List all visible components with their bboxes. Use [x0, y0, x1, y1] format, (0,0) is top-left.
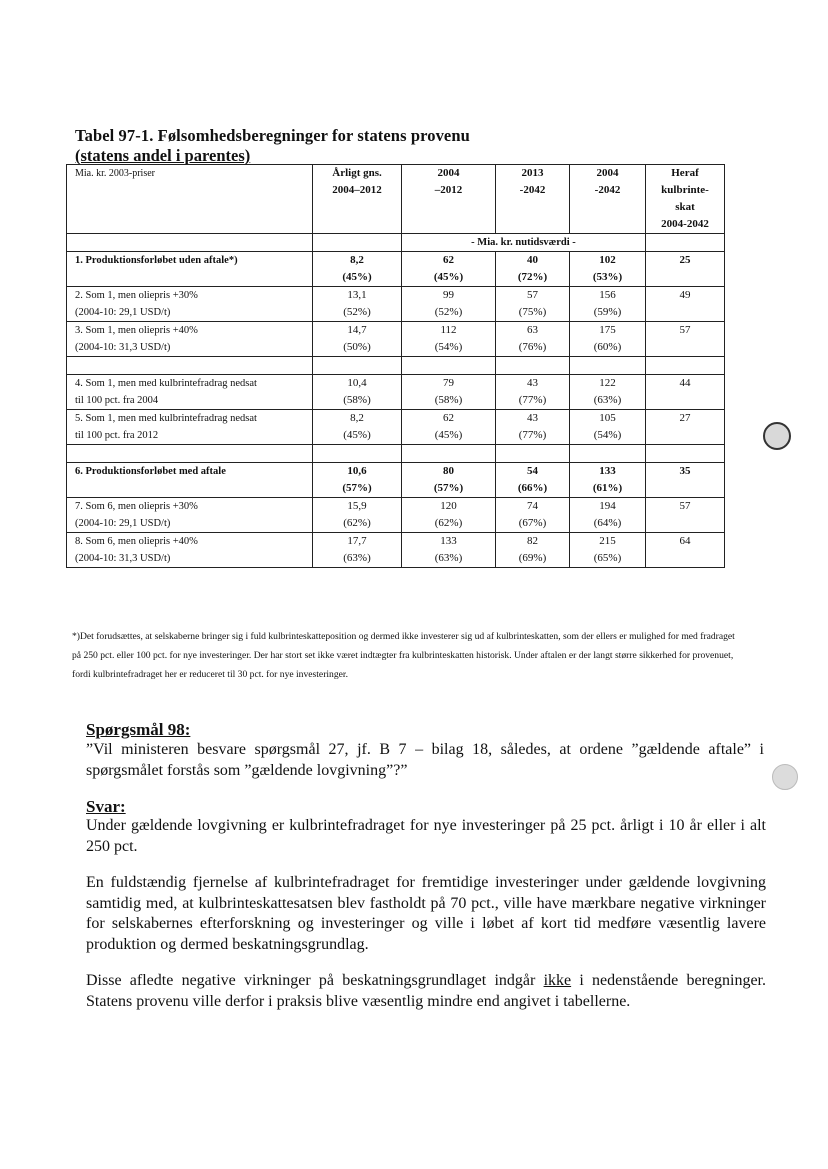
table-title: Tabel 97-1. Følsomhedsberegninger for statens provenu — [75, 126, 470, 145]
row-label — [67, 252, 313, 287]
state-share: (58%) — [434, 394, 463, 406]
header-text: skat — [675, 201, 695, 213]
state-share: (77%) — [518, 429, 547, 441]
state-share: (52%) — [343, 306, 371, 318]
value: 105 — [599, 412, 616, 424]
value-cell — [496, 252, 570, 287]
row-label — [67, 498, 313, 533]
state-share — [646, 480, 724, 497]
state-share — [646, 550, 724, 567]
header-text: 2004–2012 — [332, 184, 382, 196]
state-share: (45%) — [433, 271, 464, 283]
row-label — [67, 287, 313, 322]
header-text: Årligt gns. — [332, 167, 382, 179]
row-label-line: til 100 pct. fra 2004 — [75, 395, 159, 406]
value: 44 — [679, 377, 691, 389]
row-label-line: (2004-10: 29,1 USD/t) — [75, 307, 171, 318]
spacer-cell — [646, 445, 725, 463]
value-cell — [496, 287, 570, 322]
value: 15,9 — [347, 500, 367, 512]
unit-label: - Mia. kr. nutidsværdi - — [402, 234, 646, 252]
value: 57 — [679, 324, 691, 336]
table-row — [67, 287, 725, 322]
value: 82 — [527, 535, 538, 547]
state-share: (76%) — [518, 341, 547, 353]
value: 74 — [527, 500, 538, 512]
answer-text: i nedenstående beregninger. Statens provenu ville derfor i praksis blive væsentlig mindre end angivet i tabellerne. — [86, 972, 766, 1010]
header-row — [67, 165, 725, 234]
answer-heading: Svar: — [86, 797, 126, 816]
table-row — [67, 322, 725, 357]
value-cell — [570, 410, 646, 445]
value-cell — [496, 322, 570, 357]
state-share: (54%) — [593, 429, 622, 441]
state-share: (61%) — [592, 482, 623, 494]
value-cell — [646, 498, 725, 533]
state-share: (45%) — [342, 271, 372, 283]
answer-paragraph-1: Under gældende lovgivning er kulbrintefradraget for nye investeringer på 25 pct. årligt i 10 år eller i alt 250 pct. — [86, 817, 766, 855]
emphasis-ikke: ikke — [543, 972, 572, 989]
value-cell — [496, 533, 570, 568]
state-share: (77%) — [518, 394, 547, 406]
answer-paragraph-3 — [86, 971, 766, 1012]
unit-row — [67, 234, 725, 252]
row-label-line: 7. Som 6, men oliepris +30% — [75, 501, 198, 512]
header-text: Heraf — [671, 167, 699, 179]
spacer-cell — [496, 357, 570, 375]
value-cell — [570, 533, 646, 568]
header-text: 2013 — [521, 167, 544, 179]
spacer-cell — [313, 445, 402, 463]
row-label-line: 2. Som 1, men oliepris +30% — [75, 290, 198, 301]
spacer-cell — [67, 357, 313, 375]
value: 10,6 — [347, 465, 367, 477]
table-subtitle: (statens andel i parentes) — [75, 146, 251, 165]
value: 49 — [679, 289, 691, 301]
header-text: kulbrinte- — [661, 184, 709, 196]
value-cell — [570, 463, 646, 498]
value: 35 — [679, 465, 691, 477]
value: 14,7 — [347, 324, 367, 336]
value: 64 — [679, 535, 691, 547]
state-share: (45%) — [343, 429, 371, 441]
value-cell — [570, 252, 646, 287]
value-cell — [646, 463, 725, 498]
state-share — [646, 339, 724, 356]
spacer-cell — [67, 445, 313, 463]
table-footnote: *)Det forudsættes, at selskaberne bringer sig i fuld kulbrinteskatteposition og dermed ikke investerer sig ud af kulbrinteskatten, som der ellers er mulighed for med fradraget på 250 pct. eller 100 pct. for nye investeringer. Der har stort set ikke været indtægter fra kulbrinteskatten historisk. Under aftalen er der langt større sikkerhed for provenuet, fordi kulbrintefradraget her er reduceret til 30 pct. for nye investeringer. — [72, 631, 735, 680]
spacer-cell — [402, 445, 496, 463]
table-row — [67, 533, 725, 568]
row-label — [67, 375, 313, 410]
value-cell — [646, 533, 725, 568]
table-row — [67, 498, 725, 533]
value-cell — [313, 375, 402, 410]
value: 62 — [443, 254, 454, 266]
value-cell — [313, 287, 402, 322]
value-cell — [646, 287, 725, 322]
row-label-line: 4. Som 1, men med kulbrintefradrag nedsat — [75, 378, 257, 389]
header-text: 2004-2042 — [661, 218, 709, 230]
state-share: (57%) — [342, 482, 372, 494]
value-cell — [570, 287, 646, 322]
value-cell — [313, 252, 402, 287]
row-label-line: 1. Produktionsforløbet uden aftale*) — [75, 255, 238, 266]
row-label-line: (2004-10: 31,3 USD/t) — [75, 553, 171, 564]
state-share — [646, 304, 724, 321]
value: 10,4 — [347, 377, 367, 389]
state-share — [646, 269, 724, 286]
row-label — [67, 463, 313, 498]
question-text: ”Vil ministeren besvare spørgsmål 27, jf. B 7 – bilag 18, således, at ordene ”gældende aftale” i spørgsmålet forstås som ”gældende lovgivning”?” — [86, 741, 764, 779]
value-cell — [402, 322, 496, 357]
state-share: (63%) — [434, 552, 463, 564]
header-cell — [646, 165, 725, 234]
spacer-cell — [496, 445, 570, 463]
value: 133 — [599, 465, 616, 477]
state-share: (59%) — [593, 306, 622, 318]
value: 17,7 — [347, 535, 367, 547]
unit-row-blank — [313, 234, 402, 252]
state-share: (69%) — [518, 552, 547, 564]
header-text: 2004 — [596, 167, 619, 179]
value: 40 — [527, 254, 538, 266]
value: 54 — [527, 465, 538, 477]
spacer-cell — [646, 357, 725, 375]
punch-hole-icon — [763, 422, 791, 450]
value: 112 — [440, 324, 457, 336]
value-cell — [313, 498, 402, 533]
value: 133 — [440, 535, 457, 547]
value-cell — [402, 410, 496, 445]
value: 8,2 — [350, 254, 364, 266]
header-cell — [402, 165, 496, 234]
state-share: (72%) — [517, 271, 548, 283]
value: 43 — [527, 377, 538, 389]
value: 13,1 — [347, 289, 367, 301]
table-row — [67, 252, 725, 287]
state-share: (67%) — [518, 517, 547, 529]
row-label-line: (2004-10: 29,1 USD/t) — [75, 518, 171, 529]
value: 215 — [599, 535, 616, 547]
header-text: 2004 — [437, 167, 460, 179]
punch-hole-icon — [772, 764, 798, 790]
value-cell — [570, 322, 646, 357]
table-row — [67, 375, 725, 410]
value-cell — [646, 375, 725, 410]
value-cell — [496, 498, 570, 533]
spacer-cell — [313, 357, 402, 375]
spacer-cell — [570, 357, 646, 375]
value-cell — [313, 533, 402, 568]
value-cell — [313, 463, 402, 498]
value: 102 — [599, 254, 616, 266]
row-label-line: til 100 pct. fra 2012 — [75, 430, 159, 441]
value: 8,2 — [350, 412, 364, 424]
row-label-line: 5. Som 1, men med kulbrintefradrag nedsat — [75, 413, 257, 424]
value: 57 — [679, 500, 691, 512]
row-label-line: (2004-10: 31,3 USD/t) — [75, 342, 171, 353]
value-cell — [496, 463, 570, 498]
value-cell — [313, 322, 402, 357]
value: 57 — [527, 289, 538, 301]
value: 25 — [679, 254, 691, 266]
answer-text: Disse afledte negative virkninger på beskatningsgrundlaget indgår — [86, 972, 544, 989]
spacer-row — [67, 445, 725, 463]
header-cell — [496, 165, 570, 234]
state-share: (66%) — [517, 482, 548, 494]
spacer-cell — [570, 445, 646, 463]
row-label — [67, 322, 313, 357]
spacer-row — [67, 357, 725, 375]
value-cell — [496, 410, 570, 445]
row-label-line: 8. Som 6, men oliepris +40% — [75, 536, 198, 547]
row-label — [67, 410, 313, 445]
value: 120 — [440, 500, 457, 512]
header-cell — [313, 165, 402, 234]
unit-row-blank — [67, 234, 313, 252]
header-text: -2042 — [519, 184, 546, 196]
state-share: (54%) — [434, 341, 463, 353]
table-row — [67, 410, 725, 445]
unit-row-blank — [646, 234, 725, 252]
value-cell — [402, 533, 496, 568]
row-label-line: 3. Som 1, men oliepris +40% — [75, 325, 198, 336]
state-share: (62%) — [434, 517, 463, 529]
header-cell — [570, 165, 646, 234]
value-cell — [402, 287, 496, 322]
state-share: (52%) — [434, 306, 463, 318]
value-cell — [496, 375, 570, 410]
state-share: (75%) — [518, 306, 547, 318]
value-cell — [402, 375, 496, 410]
value: 43 — [527, 412, 538, 424]
value-cell — [313, 410, 402, 445]
state-share: (58%) — [343, 394, 371, 406]
question-heading: Spørgsmål 98: — [86, 720, 191, 739]
value-cell — [402, 252, 496, 287]
state-share: (62%) — [343, 517, 371, 529]
state-share: (57%) — [433, 482, 464, 494]
state-share — [646, 427, 724, 444]
row-label — [67, 533, 313, 568]
state-share: (50%) — [343, 341, 371, 353]
value-cell — [570, 498, 646, 533]
state-share: (53%) — [592, 271, 623, 283]
sensitivity-table — [66, 164, 725, 568]
header-text: -2042 — [594, 184, 621, 196]
value: 79 — [443, 377, 454, 389]
value-cell — [646, 322, 725, 357]
value-cell — [570, 375, 646, 410]
table-corner-label: Mia. kr. 2003-priser — [67, 165, 313, 234]
state-share: (45%) — [434, 429, 463, 441]
answer-paragraph-2: En fuldstændig fjernelse af kulbrintefradraget for fremtidige investeringer under gældende lovgivning samtidig med, at kulbrinteskattesatsen blev fastholdt på 70 pct., ville have mærkbare negative virkninger for selskabernes efterforskning og investeringer og ville i løbet af kort tid medføre væsentlig lavere produktion og dermed beskatningsgrundlag. — [86, 874, 766, 953]
value: 194 — [599, 500, 616, 512]
row-label-line: 6. Produktionsforløbet med aftale — [75, 466, 226, 477]
table-row — [67, 463, 725, 498]
value: 63 — [527, 324, 538, 336]
state-share: (65%) — [593, 552, 622, 564]
state-share — [646, 515, 724, 532]
value: 122 — [599, 377, 616, 389]
spacer-cell — [402, 357, 496, 375]
value-cell — [646, 410, 725, 445]
value: 27 — [679, 412, 691, 424]
state-share: (60%) — [593, 341, 622, 353]
value-cell — [402, 498, 496, 533]
header-text: –2012 — [434, 184, 463, 196]
value-cell — [402, 463, 496, 498]
state-share: (64%) — [593, 517, 622, 529]
value: 156 — [599, 289, 616, 301]
value: 80 — [443, 465, 454, 477]
state-share — [646, 392, 724, 409]
value: 175 — [599, 324, 616, 336]
value-cell — [646, 252, 725, 287]
value: 99 — [443, 289, 454, 301]
value: 62 — [443, 412, 454, 424]
state-share: (63%) — [593, 394, 622, 406]
state-share: (63%) — [343, 552, 371, 564]
